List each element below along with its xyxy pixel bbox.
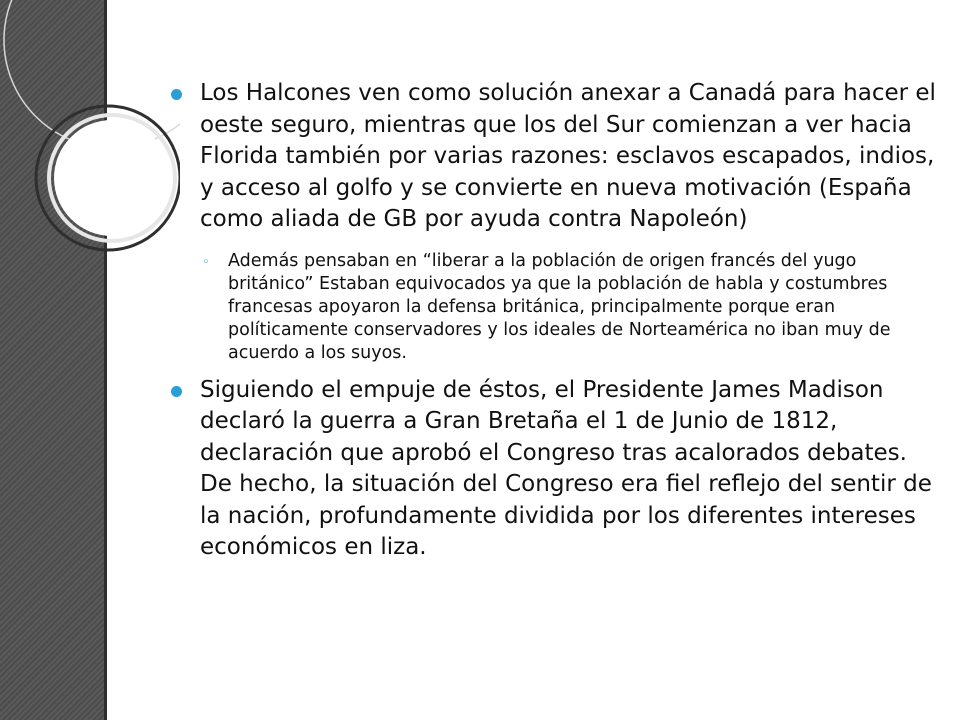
decorative-circles [0, 0, 180, 300]
sub-bullet-item-1 [200, 250, 936, 365]
bullet-dot-icon [171, 386, 182, 397]
sub-bullet-list [200, 250, 936, 365]
bullet-item-2 [168, 375, 936, 564]
bullet-text-2: Siguiendo el empuje de éstos, el Presidente James Madison declaró la guerra a Gran Bretaña el 1 de Junio de 1812, declaración que aprobó el Congreso tras acalorados debates. De hecho, la situación del Congreso era fiel reflejo del sentir de la nación, profundamente dividida por los diferentes intereses económicos en liza. [200, 376, 932, 560]
bullet-item-1 [168, 78, 936, 365]
hollow-circle-icon: ◦ [202, 254, 210, 270]
bullet-list [168, 78, 936, 564]
bullet-text-1: Los Halcones ven como solución anexar a Canadá para hacer el oeste seguro, mientras que los del Sur comienzan a ver hacia Florida también por varias razones: esclavos escapados, indios, y acceso al golfo y se convierte en nueva motivación (España como aliada de GB por ayuda contra Napoleón) [200, 80, 936, 232]
deco-ring-fill [54, 120, 170, 236]
bullet-dot-icon [171, 89, 182, 100]
sub-bullet-text-1: Además pensaban en “liberar a la población de origen francés del yugo británico” Estaban equivocados ya que la población de habla y costumbres francesas apoyaron la defensa británica, principalmente porque eran políticamente conservadores y los ideales de Norteamérica no iban muy de acuerdo a los suyos. [228, 250, 891, 363]
slide-content [168, 78, 936, 574]
